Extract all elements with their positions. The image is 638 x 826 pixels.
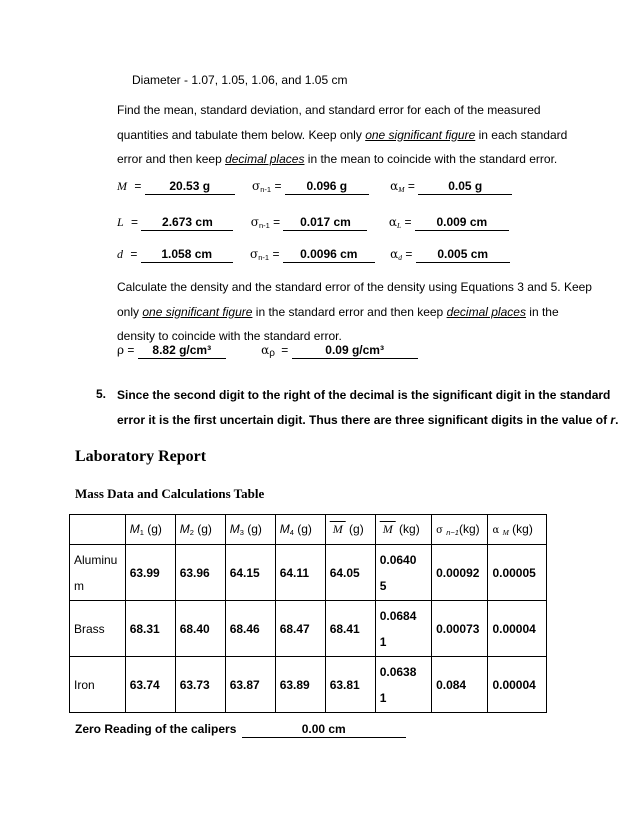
header-m3: $M_3$ (g) — [225, 515, 275, 545]
density-result: ρ = 8.82 g/cm³ $\alpha_\rho = 0.09$ g/cm³ — [117, 343, 418, 359]
instructions-line: density to coincide with the standard error. — [117, 329, 342, 343]
row-label: Brass — [70, 601, 126, 657]
cell-mean-kg: 0.0684 1 — [375, 601, 431, 657]
instructions-paragraph — [117, 98, 567, 172]
sd-value: 0.096 g — [285, 179, 369, 195]
header-mean-kg: M (kg) — [375, 515, 431, 545]
cell-sd-kg: 0.00092 — [432, 545, 488, 601]
cell-m2: 68.40 — [175, 601, 225, 657]
emphasis-text: decimal places — [225, 152, 305, 166]
report-heading: Laboratory Report — [75, 448, 207, 465]
mass-data-table — [69, 514, 547, 713]
header-m1: $M_1$ (g) — [125, 515, 175, 545]
item5-line: Since the second digit to the right of the decimal is the significant digit in the standard — [117, 388, 611, 402]
cell-m4: 68.47 — [275, 601, 325, 657]
measurement-row-diameter: d = 1.058 cm $\sigma_{n-1} = 0.0096$ cm $\alpha_d = 0.005$ cm — [117, 247, 510, 263]
sd-value: 0.0096 cm — [283, 247, 375, 263]
density-instructions — [117, 275, 592, 349]
header-m4: $M_4$ (g) — [275, 515, 325, 545]
cell-m4: 63.89 — [275, 657, 325, 713]
table-row — [70, 657, 547, 713]
cell-se-kg: 0.00004 — [488, 601, 547, 657]
se-value: 0.005 cm — [416, 247, 510, 263]
header-m2: $M_2$ (g) — [175, 515, 225, 545]
instructions-line: Calculate the density and the standard error of the density using Equations 3 and 5. Keep — [117, 280, 592, 294]
measurement-row-mass: M = 20.53 g $\sigma_{n-1} = 0.096$ g $\alpha_M = 0.05$ g — [117, 179, 512, 195]
mean-value: 1.058 cm — [141, 247, 233, 263]
emphasis-text: decimal places — [446, 304, 526, 319]
cell-mean-g: 68.41 — [325, 601, 375, 657]
instructions-line: Find the mean, standard deviation, and standard error for each of the measured — [117, 103, 541, 117]
mean-value: 20.53 g — [145, 179, 235, 195]
cell-mean-kg: 0.0638 1 — [375, 657, 431, 713]
cell-m3: 63.87 — [225, 657, 275, 713]
se-value: 0.009 cm — [415, 215, 509, 231]
cell-m1: 63.74 — [125, 657, 175, 713]
cell-se-kg: 0.00004 — [488, 657, 547, 713]
instructions-line: only one significant figure in the standard error and then keep decimal places in the — [117, 304, 559, 319]
diameter-line: Diameter - 1.07, 1.05, 1.06, and 1.05 cm — [132, 73, 348, 87]
cell-m2: 63.73 — [175, 657, 225, 713]
sd-value: 0.017 cm — [283, 215, 367, 231]
zero-reading-value: 0.00 cm — [242, 722, 406, 738]
cell-sd-kg: 0.084 — [432, 657, 488, 713]
se-value: 0.05 g — [418, 179, 512, 195]
cell-mean-g: 63.81 — [325, 657, 375, 713]
item-number: 5. — [96, 387, 107, 401]
cell-m2: 63.96 — [175, 545, 225, 601]
table-header-row — [70, 515, 547, 545]
header-mean-g: M (g) — [325, 515, 375, 545]
table-row — [70, 601, 547, 657]
mean-value: 2.673 cm — [141, 215, 233, 231]
row-label: Iron — [70, 657, 126, 713]
table-heading: Mass Data and Calculations Table — [75, 486, 265, 501]
instructions-line: quantities and tabulate them below. Keep only one significant figure in each standard — [117, 127, 568, 142]
cell-m4: 64.11 — [275, 545, 325, 601]
zero-reading: Zero Reading of the calipers 0.00 cm — [75, 722, 406, 738]
cell-m1: 68.31 — [125, 601, 175, 657]
header-sd-kg: σ $_{n-1}$(kg) — [432, 515, 488, 545]
emphasis-text: one significant figure — [142, 304, 253, 319]
cell-mean-g: 64.05 — [325, 545, 375, 601]
density-error-value: 0.09 g/cm³ — [292, 343, 418, 359]
emphasis-text: one significant figure — [365, 127, 476, 142]
cell-mean-kg: 0.0640 5 — [375, 545, 431, 601]
cell-m3: 68.46 — [225, 601, 275, 657]
cell-sd-kg: 0.00073 — [432, 601, 488, 657]
measurement-row-length: L = 2.673 cm $\sigma_{n-1} = 0.017$ cm $\alpha_L = 0.009$ cm — [117, 215, 509, 231]
item5-paragraph — [117, 383, 618, 432]
header-se-kg: α $_M$ (kg) — [488, 515, 547, 545]
cell-m1: 63.99 — [125, 545, 175, 601]
row-label: Aluminu m — [70, 545, 126, 601]
item5-line: error it is the first uncertain digit. Thus there are three significant digits in the value of r. — [117, 412, 619, 427]
header-cell-empty — [70, 515, 126, 545]
cell-m3: 64.15 — [225, 545, 275, 601]
table-row — [70, 545, 547, 601]
density-value: 8.82 g/cm³ — [138, 343, 226, 359]
instructions-line: error and then keep decimal places in the mean to coincide with the standard error. — [117, 152, 558, 166]
cell-se-kg: 0.00005 — [488, 545, 547, 601]
